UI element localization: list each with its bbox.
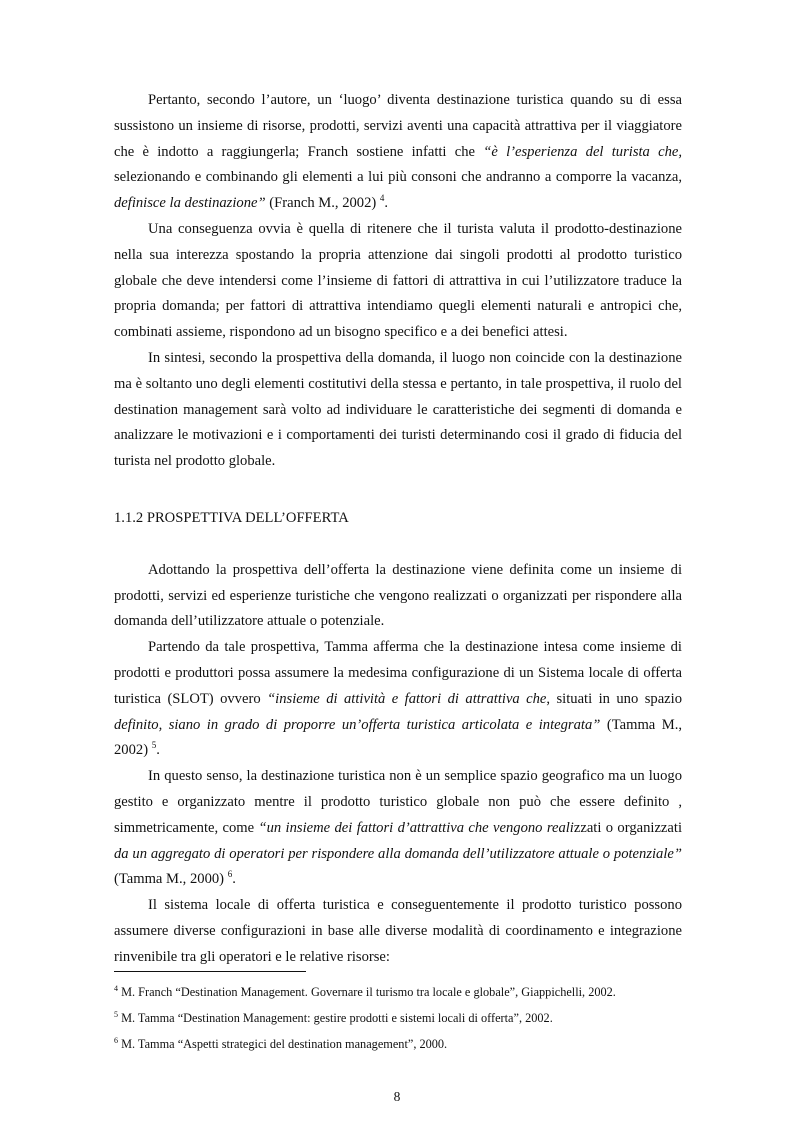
- paragraph-text: Partendo da tale prospettiva, Tamma afferma che la destinazione intesa come insieme di prodotti e produttori possa assumere la medesima configurazione di un Sistema locale di offerta turistica (SLOT) ovvero: [114, 639, 682, 707]
- footnote: [114, 1032, 694, 1058]
- paragraph-text: Pertanto, secondo l’autore, un ‘luogo’ diventa destinazione turistica quando su di essa sussistono un insieme di risorse, prodotti, servizi aventi una capacità attrattiva per il viaggiatore che è indotto a raggiungerla; Franch sostiene infatti che: [114, 92, 682, 160]
- footnote-text: M. Tamma “Destination Management: gestire prodotti e sistemi locali di offerta”, 2002.: [118, 1010, 553, 1025]
- citation: (Tamma M., 2000): [114, 871, 228, 888]
- quotation: “un insieme dei fattori d’attrattiva che vengono reali: [258, 819, 574, 836]
- footnotes: [114, 980, 694, 1057]
- paragraph-text: In questo senso, la destinazione turistica non è un semplice spazio geografico ma un luogo gestito e organizzato mentre il prodotto turistico globale non può che essere definito , simmetricamente, come: [114, 768, 682, 836]
- paragraph-text: .: [232, 871, 236, 888]
- paragraph: In sintesi, secondo la prospettiva della domanda, il luogo non coincide con la destinazione ma è soltanto uno degli elementi costitutivi della stessa e pertanto, in tale prospettiva, il ruolo del destination management sarà volto ad individuare le caratteristiche dei segmenti di domanda e analizzare le motivazioni e i comportamenti dei turisti determinando cosi il grado di fiducia del turista nel prodotto globale.: [114, 349, 682, 470]
- paragraph: [114, 88, 682, 217]
- footnote: [114, 1006, 694, 1032]
- footnote: [114, 980, 694, 1006]
- footnote-separator: [114, 971, 306, 972]
- paragraph: Adottando la prospettiva dell’offerta la destinazione viene definita come un insieme di prodotti, servizi ed esperienze turistiche che vengono realizzati o organizzati per rispondere alla domanda dell’utilizzatore attuale o potenziale.: [114, 561, 682, 630]
- quotation: “è l’esperienza del turista che,: [483, 143, 682, 160]
- footnote-number: 5: [114, 1009, 118, 1019]
- paragraph-text: zzati o organizzati: [573, 819, 682, 836]
- footnote-ref: 6: [227, 869, 233, 880]
- citation: (Tamma M., 2002): [114, 716, 683, 759]
- section-heading: 1.1.2 PROSPETTIVA DELL’OFFERTA: [114, 509, 349, 526]
- paragraph-text: .: [384, 195, 389, 212]
- page-number: 8: [393, 1089, 401, 1104]
- paragraph: [114, 635, 682, 764]
- citation: (Franch M., 2002): [265, 195, 380, 212]
- footnote-text: M. Tamma “Aspetti strategici del destination management”, 2000.: [118, 1036, 448, 1051]
- footnote-ref: 4: [379, 193, 385, 204]
- quotation: “insieme di attività e fattori di attrattiva che: [267, 690, 547, 707]
- footnote-number: 4: [114, 984, 118, 993]
- footnote-text: M. Franch “Destination Management. Governare il turismo tra locale e globale”, Giappichelli, 2002.: [118, 985, 616, 999]
- footnote-number: 6: [114, 1035, 118, 1045]
- body-text: [114, 88, 682, 971]
- footnote-ref: 5: [151, 740, 157, 751]
- paragraph-text: selezionando e combinando gli elementi a lui più consoni che andranno a comporre la vacanza,: [114, 169, 682, 186]
- quotation: da un aggregato di operatori per rispondere alla domanda dell’utilizzatore attuale o potenziale”: [114, 845, 682, 862]
- quotation: definisce la destinazione”: [114, 195, 266, 212]
- paragraph-text: , situati in uno spazio: [546, 690, 682, 707]
- paragraph-text: .: [156, 742, 160, 759]
- paragraph: [114, 764, 682, 893]
- paragraph: Il sistema locale di offerta turistica e conseguentemente il prodotto turistico possono assumere diverse configurazioni in base alle diverse modalità di coordinamento e integrazione rinvenibile tra gli operatori e le relative risorse:: [114, 897, 682, 965]
- quotation: definito, siano in grado di proporre un’offerta turistica articolata e integrata”: [114, 716, 601, 733]
- paragraph: Una conseguenza ovvia è quella di ritenere che il turista valuta il prodotto-destinazione nella sua interezza spostando la propria attenzione dai singoli prodotti al prodotto turistico globale che deve intendersi come l’insieme di fattori di attrattiva in cui l’utilizzatore traduce la propria domanda; per fattori di attrattiva intendiamo quegli elementi naturali e antropici che, combinati assieme, rispondono ad un bisogno specifico e a dei benefici attesi.: [114, 220, 682, 341]
